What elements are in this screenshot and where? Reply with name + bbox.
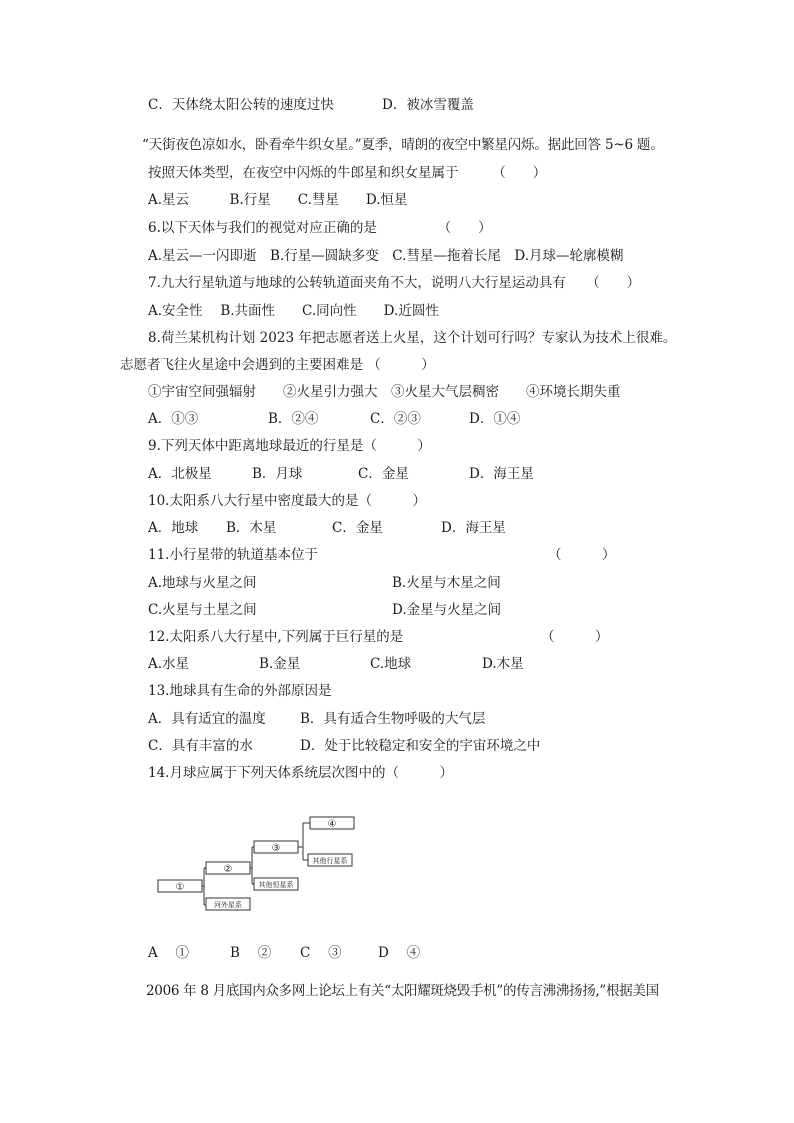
q12-option-a: A.水星 [148, 656, 190, 672]
diagram-box-3-label: ③ [271, 843, 281, 854]
q8-option-a: A．①③ [148, 411, 199, 427]
q9-option-b: B．月球 [252, 466, 303, 482]
q5-options: A.星云 B.行星 C.彗星 D.恒星 [148, 192, 408, 208]
q7-options: A.安全性 B.共面性 C.同向性 D.近圆性 [148, 303, 439, 319]
diagram-box-1-label: ① [175, 882, 185, 893]
diagram-box-2-label: ② [223, 864, 233, 875]
poem-intro: “天街夜色凉如水，卧看牵牛织女星。”夏季，晴朗的夜空中繁星闪烁。据此回答 5~6 题。 [142, 137, 664, 153]
q4-option-d: D．被冰雪覆盖 [382, 97, 474, 113]
q13-option-b: B．具有适合生物呼吸的大气层 [300, 711, 486, 727]
q11-option-c: C.火星与土星之间 [148, 602, 257, 618]
q9-option-c: C．金星 [358, 466, 409, 482]
diagram-bracket-2 [250, 847, 254, 884]
q8-option-b: B．②④ [268, 411, 319, 427]
celestial-system-diagram [150, 810, 370, 915]
q8-stem-line2: 志愿者飞往火星途中会遇到的主要困难是 （ ） [120, 357, 435, 373]
q10-option-a: A．地球 [148, 520, 199, 536]
q14-option-b: B ② [230, 945, 272, 961]
q6-options: A.星云—一闪即逝 B.行星—圆缺多变 C.彗星—拖着长尾 D.月球—轮廓模糊 [148, 248, 624, 264]
q10-option-d: D．海王星 [441, 520, 506, 536]
q8-option-d: D．①④ [469, 411, 521, 427]
q8-option-c: C．②③ [370, 411, 421, 427]
q7-stem: 7.九大行星轨道与地球的公转轨道面夹角不大，说明八大行星运动具有 （ ） [148, 275, 641, 291]
diagram-box-4-label: ④ [327, 819, 337, 830]
q14-option-c: C ③ [300, 945, 342, 961]
q11-answer-paren: （ ） [548, 547, 616, 563]
diagram-label-other-stars: 其他恒星系 [258, 881, 294, 889]
q14-option-a: A ① [148, 945, 190, 961]
q14-stem: 14.月球应属于下列天体系统层次图中的（ ） [148, 765, 453, 781]
q10-stem: 10.太阳系八大行星中密度最大的是（ ） [148, 493, 426, 509]
q10-option-b: B．木星 [226, 520, 277, 536]
q8-stem-line1: 8.荷兰某机构计划 2023 年把志愿者送上火星，这个计划可行吗？专家认为技术上很难。 [148, 330, 677, 346]
q11-option-d: D.金星与火星之间 [392, 602, 502, 618]
q12-answer-paren: （ ） [541, 629, 609, 645]
q12-option-d: D.木星 [482, 656, 524, 672]
q9-option-a: A．北极星 [148, 466, 212, 482]
q10-option-c: C．金星 [332, 520, 383, 536]
q11-option-a: A.地球与火星之间 [148, 575, 257, 591]
q8-items: ①宇宙空间强辐射 ②火星引力强大 ③火星大气层稠密 ④环境长期失重 [148, 384, 621, 400]
next-question-intro: 2006 年 8 月底国内众多网上论坛上有关“太阳耀斑烧毁手机”的传言沸沸扬扬,”根据美国 [146, 983, 659, 999]
q11-stem: 11.小行星带的轨道基本位于 [148, 547, 318, 563]
q12-option-b: B.金星 [259, 656, 301, 672]
q6-stem: 6.以下天体与我们的视觉对应正确的是 （ ） [148, 220, 492, 236]
q11-option-b: B.火星与木星之间 [392, 575, 501, 591]
q5-stem: 按照天体类型，在夜空中闪烁的牛郎星和织女星属于 （ ） [148, 165, 547, 181]
q12-option-c: C.地球 [370, 656, 412, 672]
q9-option-d: D．海王星 [469, 466, 534, 482]
diagram-label-other-galaxies: 河外星系 [214, 901, 242, 909]
q13-option-a: A．具有适宜的温度 [148, 711, 266, 727]
q13-stem: 13.地球具有生命的外部原因是 [148, 683, 332, 699]
diagram-label-other-planets: 其他行星系 [312, 857, 348, 865]
q9-stem: 9.下列天体中距离地球最近的行星是（ ） [148, 438, 431, 454]
q4-option-c: C．天体绕太阳公转的速度过快 [148, 97, 334, 113]
q13-option-c: C．具有丰富的水 [148, 738, 253, 754]
q12-stem: 12.太阳系八大行星中,下列属于巨行星的是 [148, 629, 404, 645]
q13-option-d: D．处于比较稳定和安全的宇宙环境之中 [300, 738, 541, 754]
q14-option-d: D ④ [378, 945, 421, 961]
